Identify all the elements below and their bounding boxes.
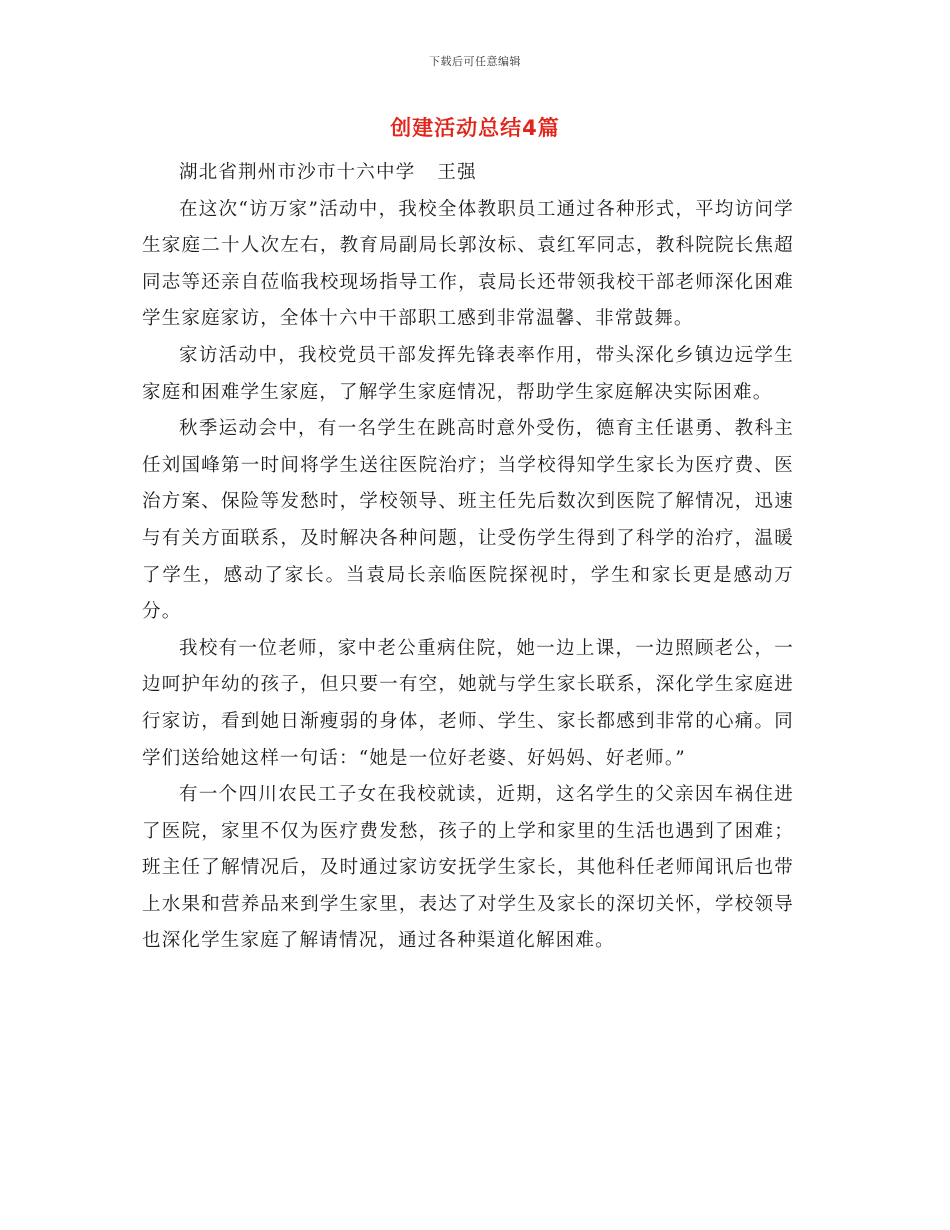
paragraph: 我校有一位老师，家中老公重病住院，她一边上课，一边照顾老公，一边呵护年幼的孩子，但只要一有空，她就与学生家长联系，深化学生家庭进行家访，看到她日渐瘦弱的身体，老师、学生、家长都感到非常的心痛。同学们送给她这样一句话：“她是一位好老婆、好妈妈、好老师。” — [142, 637, 794, 769]
paragraph: 在这次“访万家”活动中，我校全体教职员工通过各种形式，平均访问学生家庭二十人次左右，教育局副局长郭汝标、袁红军同志，教科院院长焦超同志等还亲自莅临我校现场指导工作，袁局长还带领我校干部老师深化困难学生家庭家访，全体十六中干部职工感到非常温馨、非常鼓舞。 — [142, 198, 794, 330]
author-school: 湖北省荆州市沙市十六中学 — [179, 162, 416, 183]
document-title: 创建活动总结4篇 — [390, 116, 560, 140]
document-body — [142, 155, 794, 960]
author-name: 王强 — [437, 162, 477, 183]
header-note: 下载后可任意编辑 — [429, 55, 521, 68]
paragraph: 有一个四川农民工子女在我校就读，近期，这名学生的父亲因车祸住进了医院，家里不仅为医疗费发愁，孩子的上学和家里的生活也遇到了困难；班主任了解情况后，及时通过家访安抚学生家长，其他科任老师闻讯后也带上水果和营养品来到学生家里，表达了对学生及家长的深切关怀，学校领导也深化学生家庭了解请情况，通过各种渠道化解困难。 — [142, 784, 794, 952]
paragraph: 秋季运动会中，有一名学生在跳高时意外受伤，德育主任谌勇、教科主任刘国峰第一时间将学生送往医院治疗；当学校得知学生家长为医疗费、医治方案、保险等发愁时，学校领导、班主任先后数次到医院了解情况，迅速与有关方面联系，及时解决各种问题，让受伤学生得到了科学的治疗，温暖了学生，感动了家长。当袁局长亲临医院探视时，学生和家长更是感动万分。 — [142, 418, 794, 623]
author-line — [142, 155, 794, 192]
paragraph: 家访活动中，我校党员干部发挥先锋表率作用，带头深化乡镇边远学生家庭和困难学生家庭，了解学生家庭情况，帮助学生家庭解决实际困难。 — [142, 344, 794, 403]
